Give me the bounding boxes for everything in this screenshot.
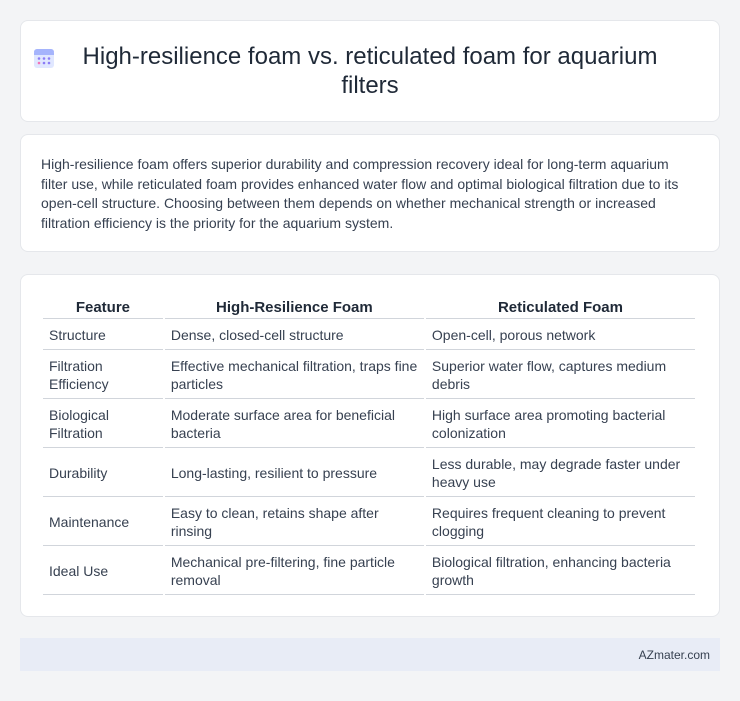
- table-row: [43, 321, 695, 350]
- header-high-resilience-foam: High-Resilience Foam: [165, 297, 424, 319]
- calendar-grid-icon: [32, 46, 56, 70]
- footer: [20, 638, 720, 671]
- header-reticulated-foam: Reticulated Foam: [426, 297, 695, 319]
- table-row: [43, 352, 695, 399]
- title-card: [20, 20, 720, 122]
- row-reticulated: Open-cell, porous network: [426, 321, 695, 350]
- row-feature: Filtration Efficiency: [43, 352, 163, 399]
- row-high-resilience: Easy to clean, retains shape after rinsing: [165, 499, 424, 546]
- footer-brand: AZmater.com: [638, 647, 710, 662]
- summary-text: High-resilience foam offers superior durability and compression recovery ideal for long-term aquarium filter use, while reticulated foam provides enhanced water flow and optimal biological filtration due to its open-cell structure. Choosing between them depends on whether mechanical strength or increased filtration efficiency is the priority for the aquarium system.: [41, 156, 679, 231]
- table-header-row: [43, 297, 695, 319]
- row-feature: Structure: [43, 321, 163, 350]
- page-title: High-resilience foam vs. reticulated foam for aquarium filters: [82, 43, 658, 99]
- table-row: [43, 450, 695, 497]
- row-reticulated: High surface area promoting bacterial colonization: [426, 401, 695, 448]
- row-feature: Biological Filtration: [43, 401, 163, 448]
- row-high-resilience: Dense, closed-cell structure: [165, 321, 424, 350]
- table-row: [43, 401, 695, 448]
- header-feature: Feature: [43, 297, 163, 319]
- row-high-resilience: Moderate surface area for beneficial bacteria: [165, 401, 424, 448]
- summary-card: [20, 134, 720, 252]
- table-row: [43, 548, 695, 595]
- row-reticulated: Biological filtration, enhancing bacteria growth: [426, 548, 695, 595]
- row-feature: Ideal Use: [43, 548, 163, 595]
- table-row: [43, 499, 695, 546]
- row-high-resilience: Long-lasting, resilient to pressure: [165, 450, 424, 497]
- comparison-table: [41, 295, 697, 597]
- row-reticulated: Less durable, may degrade faster under heavy use: [426, 450, 695, 497]
- row-high-resilience: Mechanical pre-filtering, fine particle removal: [165, 548, 424, 595]
- row-reticulated: Requires frequent cleaning to prevent clogging: [426, 499, 695, 546]
- row-high-resilience: Effective mechanical filtration, traps fine particles: [165, 352, 424, 399]
- row-feature: Durability: [43, 450, 163, 497]
- row-reticulated: Superior water flow, captures medium debris: [426, 352, 695, 399]
- comparison-table-card: [20, 274, 720, 617]
- title-wrap: [80, 42, 660, 100]
- row-feature: Maintenance: [43, 499, 163, 546]
